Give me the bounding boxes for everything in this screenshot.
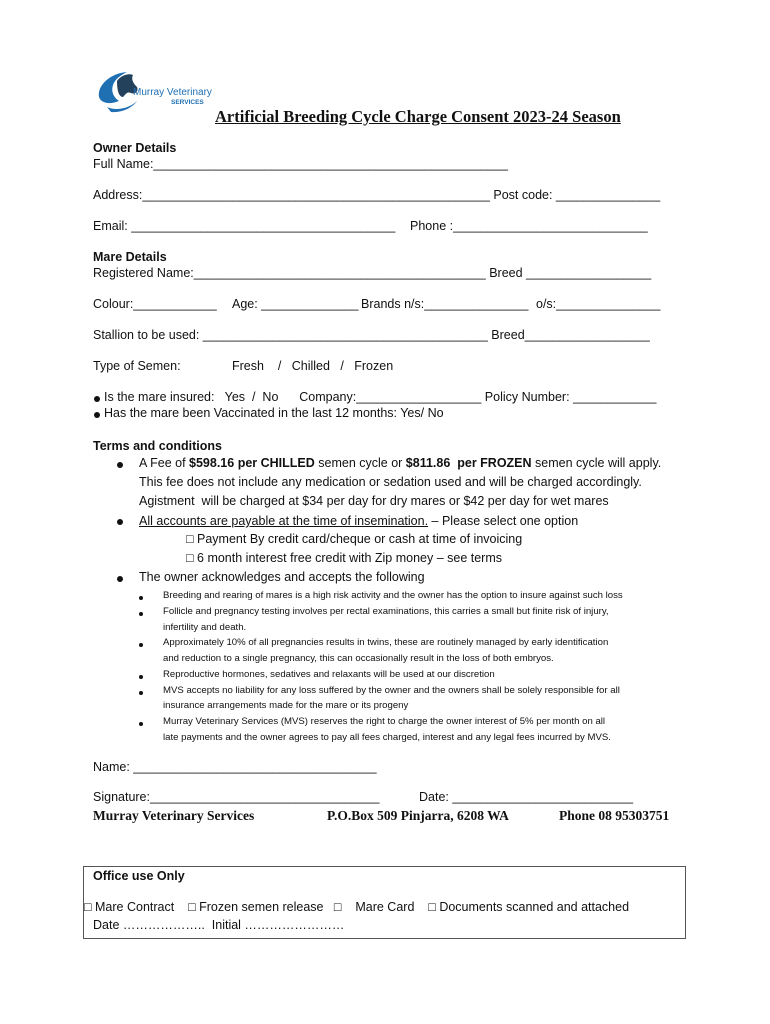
logo-name: Murray Veterinary (133, 87, 212, 98)
registered-name-field[interactable]: Registered Name:__________________________________________ Breed __________________ (93, 266, 652, 280)
brands-ns-field[interactable]: Brands n/s:_______________ (361, 297, 529, 311)
term-item: Breeding and rearing of mares is a high risk activity and the owner has the option to insure against such loss (163, 590, 623, 601)
full-name-field[interactable]: Full Name:___________________________________________________ (93, 157, 508, 171)
logo (93, 67, 223, 119)
footer-phone: Phone 08 95303751 (559, 808, 670, 823)
term-item: Follicle and pregnancy testing involves per rectal examinations, this carries a small but finite risk of injury, (163, 606, 609, 617)
sub-bullet-icon (139, 691, 143, 695)
term-item-cont: insurance arrangements made for the mare or its progeny (163, 700, 409, 711)
mare-details-heading: Mare Details (93, 250, 167, 264)
sub-bullet-icon (139, 675, 143, 679)
logo-services: SERVICES (171, 99, 204, 106)
footer-address: P.O.Box 509 Pinjarra, 6208 WA (327, 808, 509, 823)
email-field[interactable]: Email: ______________________________________ (93, 219, 396, 233)
semen-type-label: Type of Semen: (93, 359, 181, 373)
fee-line-2: This fee does not include any medication or sedation used and will be charged accordingly. (139, 475, 642, 489)
term-item-cont: and reduction to a single pregnancy, this can occasionally result in the loss of both embryos. (163, 653, 554, 664)
age-field[interactable]: Age: ______________ (232, 297, 359, 311)
payment-option-zip[interactable]: □ 6 month interest free credit with Zip money – see terms (186, 551, 503, 565)
bullet-icon (117, 519, 123, 525)
accounts-payable-text: All accounts are payable at the time of insemination. (139, 514, 429, 528)
fee-line: A Fee of $598.16 per CHILLED semen cycle or $811.86 per FROZEN semen cycle will apply. (139, 456, 662, 470)
colour-field[interactable]: Colour:____________ (93, 297, 217, 311)
stallion-field[interactable]: Stallion to be used: _________________________________________ Breed__________________ (93, 328, 650, 342)
term-item: Reproductive hormones, sedatives and relaxants will be used at our discretion (163, 669, 495, 680)
signature-field[interactable]: Signature:_________________________________ (93, 790, 380, 804)
page-title: Artificial Breeding Cycle Charge Consent 2023-24 Season (215, 107, 621, 126)
sub-bullet-icon (139, 722, 143, 726)
vaccinated-question[interactable]: Has the mare been Vaccinated in the last 12 months: Yes/ No (104, 406, 444, 420)
term-item-cont: infertility and death. (163, 622, 247, 633)
term-item: Approximately 10% of all pregnancies results in twins, these are routinely managed by early identification (163, 637, 609, 648)
payment-option-card[interactable]: □ Payment By credit card/cheque or cash at time of invoicing (186, 532, 523, 546)
bullet-icon (117, 462, 123, 468)
semen-type-options[interactable]: Fresh / Chilled / Frozen (232, 359, 394, 373)
date-field[interactable]: Date: __________________________ (419, 790, 634, 804)
bullet-icon (94, 396, 100, 402)
fee-line-3: Agistment will be charged at $34 per day for dry mares or $42 per day for wet mares (139, 494, 609, 508)
brands-os-field[interactable]: o/s:_______________ (536, 297, 661, 311)
terms-heading: Terms and conditions (93, 439, 222, 453)
term-item: Murray Veterinary Services (MVS) reserves the right to charge the owner interest of 5% per month on all (163, 716, 606, 727)
accounts-line: All accounts are payable at the time of insemination. – Please select one option (139, 514, 579, 528)
sub-bullet-icon (139, 612, 143, 616)
acknowledge-line: The owner acknowledges and accepts the following (139, 570, 425, 584)
footer-org: Murray Veterinary Services (93, 808, 255, 823)
office-checkboxes[interactable]: □ Mare Contract □ Frozen semen release □ Mare Card □ Documents scanned and attached (84, 900, 630, 914)
office-use-heading: Office use Only (93, 869, 185, 883)
term-item-cont: late payments and the owner agrees to pay all fees charged, interest and any legal fees incurred by MVS. (163, 732, 611, 743)
fee-frozen: $811.86 per FROZEN (405, 456, 532, 470)
sub-bullet-icon (139, 643, 143, 647)
office-use-box (83, 866, 686, 939)
fee-chilled: $598.16 per CHILLED (189, 456, 315, 470)
address-field[interactable]: Address:__________________________________________________ Post code: _______________ (93, 188, 661, 202)
office-date-initial[interactable]: Date ……………….. Initial …………………… (93, 918, 345, 932)
phone-field[interactable]: Phone :____________________________ (410, 219, 648, 233)
name-field[interactable]: Name: ___________________________________ (93, 760, 377, 774)
owner-details-heading: Owner Details (93, 141, 177, 155)
bullet-icon (94, 412, 100, 418)
bullet-icon (117, 576, 123, 582)
term-item: MVS accepts no liability for any loss suffered by the owner and the owners shall be solely responsible for all (163, 685, 620, 696)
insured-question[interactable]: Is the mare insured: Yes / No Company:__________________ Policy Number: ____________ (104, 390, 657, 404)
sub-bullet-icon (139, 596, 143, 600)
